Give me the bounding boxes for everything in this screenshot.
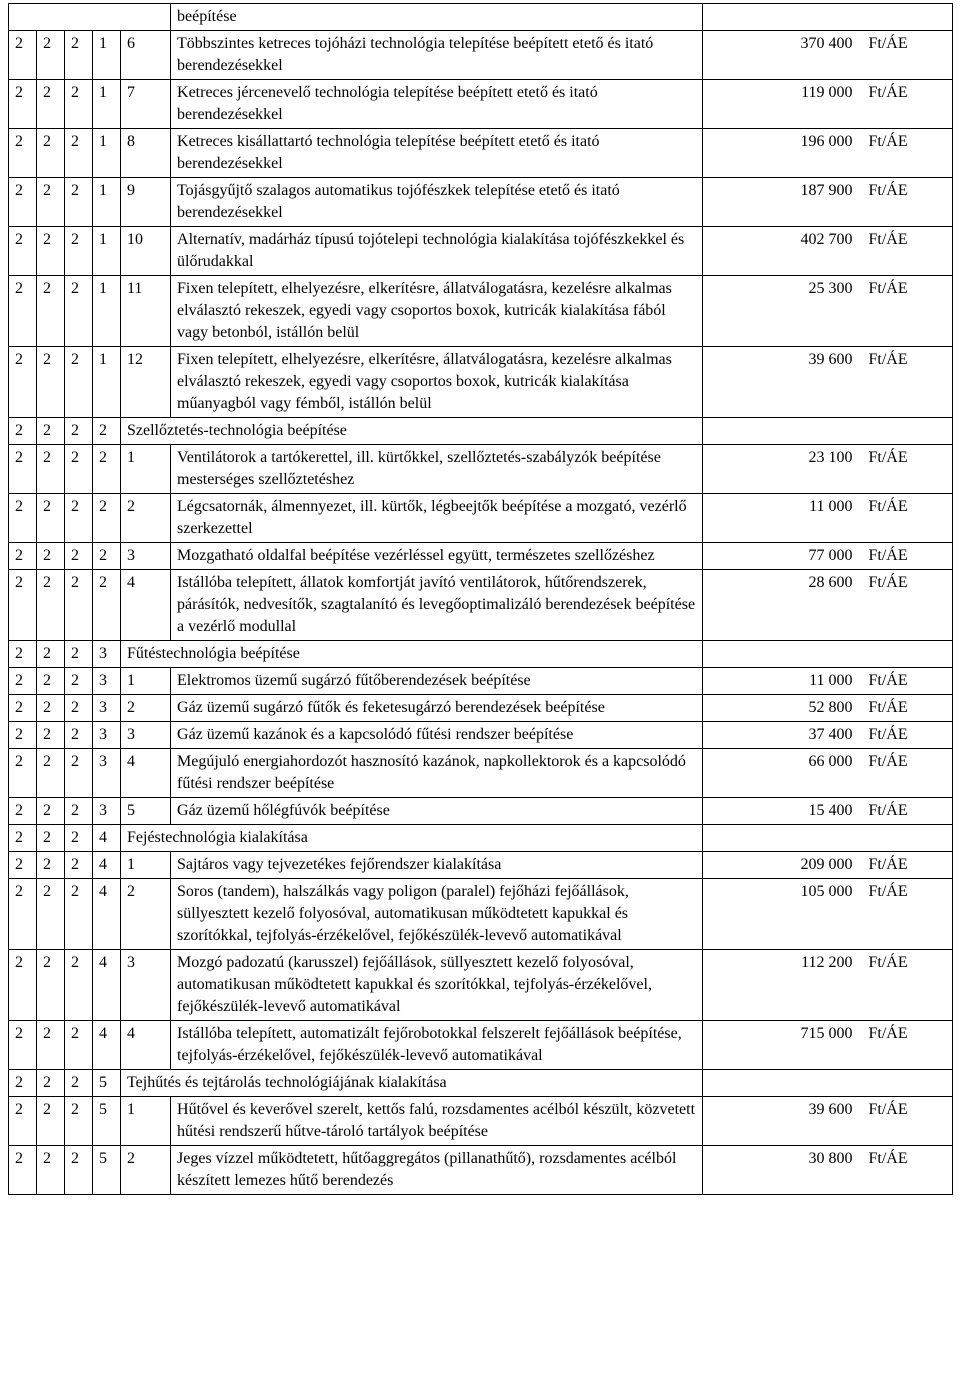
table-row <box>9 852 953 879</box>
item-description: Fűtéstechnológia beépítése <box>121 641 703 668</box>
item-description: Elektromos üzemű sugárzó fűtőberendezések beépítése <box>171 668 703 695</box>
cost-table <box>8 3 953 1195</box>
code-cell: 2 <box>65 543 93 570</box>
table-row <box>9 80 953 129</box>
code-cell: 6 <box>121 31 171 80</box>
unit-cell: Ft/ÁE <box>863 852 953 879</box>
item-description: Istállóba telepített, állatok komfortját javító ventilátorok, hűtőrendszerek, párásítók, nedvesítők, szagtalanító és levegőoptimalizáló berendezések beépítése a vezérlő modullal <box>171 570 703 641</box>
code-cell: 5 <box>93 1070 121 1097</box>
code-cell: 4 <box>121 570 171 641</box>
item-description: Gáz üzemű sugárzó fűtők és feketesugárzó berendezések beépítése <box>171 695 703 722</box>
code-cell: 2 <box>9 695 37 722</box>
unit-cell: Ft/ÁE <box>863 950 953 1021</box>
item-description: Fixen telepített, elhelyezésre, elkerítésre, állatválogatásra, kezelésre alkalmas elválasztó rekeszek, egyedi vagy csoportos boxok, kutricák kialakítása műanyagból vagy fémből, istállón belül <box>171 347 703 418</box>
unit-cell: Ft/ÁE <box>863 879 953 950</box>
code-cell: 2 <box>37 445 65 494</box>
code-cell: 10 <box>121 227 171 276</box>
amount-cell: 30 800 <box>703 1146 863 1195</box>
code-cell: 2 <box>65 852 93 879</box>
code-cell: 2 <box>37 178 65 227</box>
item-description: Fejéstechnológia kialakítása <box>121 825 703 852</box>
code-cell-empty <box>9 4 171 31</box>
code-cell: 3 <box>93 798 121 825</box>
unit-cell <box>863 1070 953 1097</box>
table-row <box>9 1021 953 1070</box>
item-description: beépítése <box>171 4 703 31</box>
amount-cell <box>703 825 863 852</box>
unit-cell: Ft/ÁE <box>863 227 953 276</box>
item-description: Ventilátorok a tartókerettel, ill. kürtőkkel, szellőztetés-szabályzók beépítése mesterséges szellőztetéshez <box>171 445 703 494</box>
unit-cell: Ft/ÁE <box>863 668 953 695</box>
amount-cell: 52 800 <box>703 695 863 722</box>
item-description: Mozgatható oldalfal beépítése vezérléssel együtt, természetes szellőzéshez <box>171 543 703 570</box>
unit-cell: Ft/ÁE <box>863 749 953 798</box>
table-row <box>9 4 953 31</box>
code-cell: 2 <box>37 695 65 722</box>
amount-cell: 66 000 <box>703 749 863 798</box>
code-cell: 2 <box>9 798 37 825</box>
amount-cell: 209 000 <box>703 852 863 879</box>
code-cell: 2 <box>37 641 65 668</box>
table-row <box>9 494 953 543</box>
code-cell: 3 <box>121 950 171 1021</box>
code-cell: 2 <box>9 129 37 178</box>
code-cell: 2 <box>65 445 93 494</box>
code-cell: 1 <box>93 31 121 80</box>
code-cell: 2 <box>37 80 65 129</box>
item-description: Sajtáros vagy tejvezetékes fejőrendszer kialakítása <box>171 852 703 879</box>
code-cell: 2 <box>65 347 93 418</box>
code-cell: 2 <box>37 276 65 347</box>
table-row <box>9 641 953 668</box>
unit-cell: Ft/ÁE <box>863 494 953 543</box>
code-cell: 5 <box>93 1097 121 1146</box>
code-cell: 2 <box>121 879 171 950</box>
table-row <box>9 695 953 722</box>
code-cell: 2 <box>65 570 93 641</box>
code-cell: 2 <box>93 494 121 543</box>
table-row <box>9 950 953 1021</box>
code-cell: 2 <box>37 1097 65 1146</box>
unit-cell: Ft/ÁE <box>863 543 953 570</box>
unit-cell: Ft/ÁE <box>863 129 953 178</box>
code-cell: 2 <box>37 825 65 852</box>
code-cell: 2 <box>65 129 93 178</box>
code-cell: 2 <box>65 798 93 825</box>
unit-cell: Ft/ÁE <box>863 1021 953 1070</box>
code-cell: 2 <box>65 879 93 950</box>
table-row <box>9 1070 953 1097</box>
code-cell: 2 <box>9 31 37 80</box>
code-cell: 2 <box>121 494 171 543</box>
code-cell: 2 <box>9 570 37 641</box>
table-row <box>9 668 953 695</box>
code-cell: 2 <box>9 852 37 879</box>
unit-cell: Ft/ÁE <box>863 1097 953 1146</box>
table-row <box>9 1146 953 1195</box>
code-cell: 2 <box>9 1146 37 1195</box>
unit-cell: Ft/ÁE <box>863 347 953 418</box>
code-cell: 2 <box>9 494 37 543</box>
item-description: Megújuló energiahordozót hasznosító kazánok, napkollektorok és a kapcsolódó fűtési rendszer beépítése <box>171 749 703 798</box>
code-cell: 2 <box>65 1070 93 1097</box>
amount-cell: 715 000 <box>703 1021 863 1070</box>
code-cell: 2 <box>37 798 65 825</box>
table-row <box>9 227 953 276</box>
table-row <box>9 31 953 80</box>
code-cell: 2 <box>9 445 37 494</box>
table-row <box>9 347 953 418</box>
unit-cell: Ft/ÁE <box>863 570 953 641</box>
code-cell: 4 <box>93 950 121 1021</box>
code-cell: 11 <box>121 276 171 347</box>
code-cell: 2 <box>65 80 93 129</box>
code-cell: 3 <box>93 722 121 749</box>
code-cell: 2 <box>37 950 65 1021</box>
unit-cell: Ft/ÁE <box>863 178 953 227</box>
code-cell: 2 <box>65 749 93 798</box>
code-cell: 2 <box>121 1146 171 1195</box>
item-description: Jeges vízzel működtetett, hűtőaggregátos (pillanathűtő), rozsdamentes acélból készített lemezes hűtő berendezés <box>171 1146 703 1195</box>
table-row <box>9 418 953 445</box>
item-description: Ketreces kisállattartó technológia telepítése beépített etető és itató berendezésekkel <box>171 129 703 178</box>
code-cell: 12 <box>121 347 171 418</box>
code-cell: 2 <box>9 418 37 445</box>
amount-cell: 25 300 <box>703 276 863 347</box>
table-row <box>9 722 953 749</box>
unit-cell <box>863 418 953 445</box>
amount-cell: 37 400 <box>703 722 863 749</box>
amount-cell: 28 600 <box>703 570 863 641</box>
code-cell: 2 <box>9 347 37 418</box>
amount-cell: 119 000 <box>703 80 863 129</box>
code-cell: 2 <box>9 722 37 749</box>
unit-cell: Ft/ÁE <box>863 80 953 129</box>
code-cell: 1 <box>93 347 121 418</box>
unit-cell: Ft/ÁE <box>863 1146 953 1195</box>
unit-cell <box>863 825 953 852</box>
item-description: Tojásgyűjtő szalagos automatikus tojófészkek telepítése etető és itató berendezésekkel <box>171 178 703 227</box>
code-cell: 2 <box>65 494 93 543</box>
unit-cell: Ft/ÁE <box>863 445 953 494</box>
amount-cell: 39 600 <box>703 347 863 418</box>
code-cell: 4 <box>121 1021 171 1070</box>
code-cell: 1 <box>121 668 171 695</box>
amount-cell <box>703 1070 863 1097</box>
code-cell: 2 <box>65 31 93 80</box>
code-cell: 2 <box>9 641 37 668</box>
item-description: Alternatív, madárház típusú tojótelepi technológia kialakítása tojófészkekkel és ülőrudakkal <box>171 227 703 276</box>
code-cell: 2 <box>9 543 37 570</box>
amount-cell: 187 900 <box>703 178 863 227</box>
item-description: Gáz üzemű hőlégfúvók beépítése <box>171 798 703 825</box>
unit-cell: Ft/ÁE <box>863 695 953 722</box>
code-cell: 2 <box>37 668 65 695</box>
code-cell: 2 <box>9 1097 37 1146</box>
amount-cell: 105 000 <box>703 879 863 950</box>
code-cell: 2 <box>9 1021 37 1070</box>
amount-cell: 11 000 <box>703 494 863 543</box>
unit-cell: Ft/ÁE <box>863 31 953 80</box>
code-cell: 3 <box>93 641 121 668</box>
code-cell: 2 <box>65 1097 93 1146</box>
table-row <box>9 570 953 641</box>
code-cell: 2 <box>65 227 93 276</box>
code-cell: 2 <box>65 418 93 445</box>
amount-cell <box>703 418 863 445</box>
code-cell: 2 <box>37 129 65 178</box>
code-cell: 2 <box>65 825 93 852</box>
item-description: Hűtővel és keverővel szerelt, kettős falú, rozsdamentes acélból készült, közvetett hűtési rendszerű hűtve-tároló tartályok beépítése <box>171 1097 703 1146</box>
item-description: Istállóba telepített, automatizált fejőrobotokkal felszerelt fejőállások beépítése, tejfolyás-érzékelővel, fejőkészülék-levevő automatikával <box>171 1021 703 1070</box>
code-cell: 2 <box>65 695 93 722</box>
code-cell: 2 <box>93 570 121 641</box>
amount-cell: 15 400 <box>703 798 863 825</box>
amount-cell: 370 400 <box>703 31 863 80</box>
table-row <box>9 798 953 825</box>
code-cell: 1 <box>93 80 121 129</box>
code-cell: 2 <box>9 80 37 129</box>
code-cell: 1 <box>93 178 121 227</box>
code-cell: 2 <box>65 1146 93 1195</box>
amount-cell: 39 600 <box>703 1097 863 1146</box>
unit-cell <box>863 641 953 668</box>
code-cell: 4 <box>93 852 121 879</box>
unit-cell <box>863 4 953 31</box>
code-cell: 5 <box>121 798 171 825</box>
table-row <box>9 276 953 347</box>
code-cell: 3 <box>93 695 121 722</box>
code-cell: 2 <box>121 695 171 722</box>
code-cell: 8 <box>121 129 171 178</box>
code-cell: 3 <box>121 722 171 749</box>
code-cell: 2 <box>9 1070 37 1097</box>
amount-cell: 402 700 <box>703 227 863 276</box>
amount-cell <box>703 641 863 668</box>
code-cell: 7 <box>121 80 171 129</box>
code-cell: 2 <box>37 1021 65 1070</box>
code-cell: 2 <box>37 570 65 641</box>
amount-cell <box>703 4 863 31</box>
code-cell: 2 <box>37 749 65 798</box>
table-row <box>9 445 953 494</box>
code-cell: 2 <box>9 178 37 227</box>
amount-cell: 196 000 <box>703 129 863 178</box>
code-cell: 2 <box>37 722 65 749</box>
code-cell: 2 <box>65 668 93 695</box>
item-description: Ketreces jércenevelő technológia telepítése beépített etető és itató berendezésekkel <box>171 80 703 129</box>
table-row <box>9 129 953 178</box>
code-cell: 2 <box>37 852 65 879</box>
code-cell: 1 <box>93 276 121 347</box>
code-cell: 2 <box>37 543 65 570</box>
unit-cell: Ft/ÁE <box>863 722 953 749</box>
code-cell: 2 <box>37 31 65 80</box>
table-row <box>9 749 953 798</box>
amount-cell: 11 000 <box>703 668 863 695</box>
table-row <box>9 1097 953 1146</box>
code-cell: 2 <box>9 879 37 950</box>
table-row <box>9 543 953 570</box>
code-cell: 4 <box>121 749 171 798</box>
code-cell: 9 <box>121 178 171 227</box>
item-description: Gáz üzemű kazánok és a kapcsolódó fűtési rendszer beépítése <box>171 722 703 749</box>
item-description: Tejhűtés és tejtárolás technológiájának kialakítása <box>121 1070 703 1097</box>
code-cell: 1 <box>121 1097 171 1146</box>
item-description: Soros (tandem), halszálkás vagy poligon (paralel) fejőházi fejőállások, süllyesztett kezelő folyosóval, automatikusan működtetett kapukkal és szorítókkal, tejfolyás-érzékelővel, fejőkészülék-levevő automatikával <box>171 879 703 950</box>
item-description: Szellőztetés-technológia beépítése <box>121 418 703 445</box>
code-cell: 2 <box>37 418 65 445</box>
code-cell: 2 <box>65 641 93 668</box>
code-cell: 2 <box>93 418 121 445</box>
table-row <box>9 178 953 227</box>
code-cell: 2 <box>9 749 37 798</box>
code-cell: 2 <box>9 825 37 852</box>
table-body <box>9 4 953 1195</box>
table-row <box>9 825 953 852</box>
code-cell: 2 <box>65 178 93 227</box>
code-cell: 2 <box>9 950 37 1021</box>
code-cell: 1 <box>93 129 121 178</box>
amount-cell: 112 200 <box>703 950 863 1021</box>
code-cell: 2 <box>37 227 65 276</box>
code-cell: 2 <box>65 1021 93 1070</box>
code-cell: 2 <box>9 276 37 347</box>
code-cell: 3 <box>121 543 171 570</box>
code-cell: 2 <box>37 494 65 543</box>
code-cell: 1 <box>121 445 171 494</box>
code-cell: 2 <box>9 668 37 695</box>
unit-cell: Ft/ÁE <box>863 276 953 347</box>
table-row <box>9 879 953 950</box>
item-description: Fixen telepített, elhelyezésre, elkerítésre, állatválogatásra, kezelésre alkalmas elválasztó rekeszek, egyedi vagy csoportos boxok, kutricák kialakítása fából vagy betonból, istállón belül <box>171 276 703 347</box>
code-cell: 2 <box>9 227 37 276</box>
code-cell: 2 <box>65 722 93 749</box>
code-cell: 2 <box>93 543 121 570</box>
code-cell: 4 <box>93 825 121 852</box>
code-cell: 2 <box>37 347 65 418</box>
code-cell: 5 <box>93 1146 121 1195</box>
unit-cell: Ft/ÁE <box>863 798 953 825</box>
code-cell: 4 <box>93 879 121 950</box>
code-cell: 2 <box>65 276 93 347</box>
code-cell: 2 <box>37 1146 65 1195</box>
code-cell: 2 <box>65 950 93 1021</box>
code-cell: 3 <box>93 749 121 798</box>
item-description: Többszintes ketreces tojóházi technológia telepítése beépített etető és itató berendezésekkel <box>171 31 703 80</box>
code-cell: 2 <box>93 445 121 494</box>
item-description: Mozgó padozatú (karusszel) fejőállások, süllyesztett kezelő folyosóval, automatikusan működtetett kapukkal és szorítókkal, tejfolyás-érzékelővel, fejőkészülék-levevő automatikával <box>171 950 703 1021</box>
code-cell: 2 <box>37 879 65 950</box>
amount-cell: 77 000 <box>703 543 863 570</box>
item-description: Légcsatornák, álmennyezet, ill. kürtők, légbeejtők beépítése a mozgató, vezérlő szerkezettel <box>171 494 703 543</box>
code-cell: 3 <box>93 668 121 695</box>
code-cell: 1 <box>93 227 121 276</box>
code-cell: 4 <box>93 1021 121 1070</box>
amount-cell: 23 100 <box>703 445 863 494</box>
code-cell: 2 <box>37 1070 65 1097</box>
code-cell: 1 <box>121 852 171 879</box>
